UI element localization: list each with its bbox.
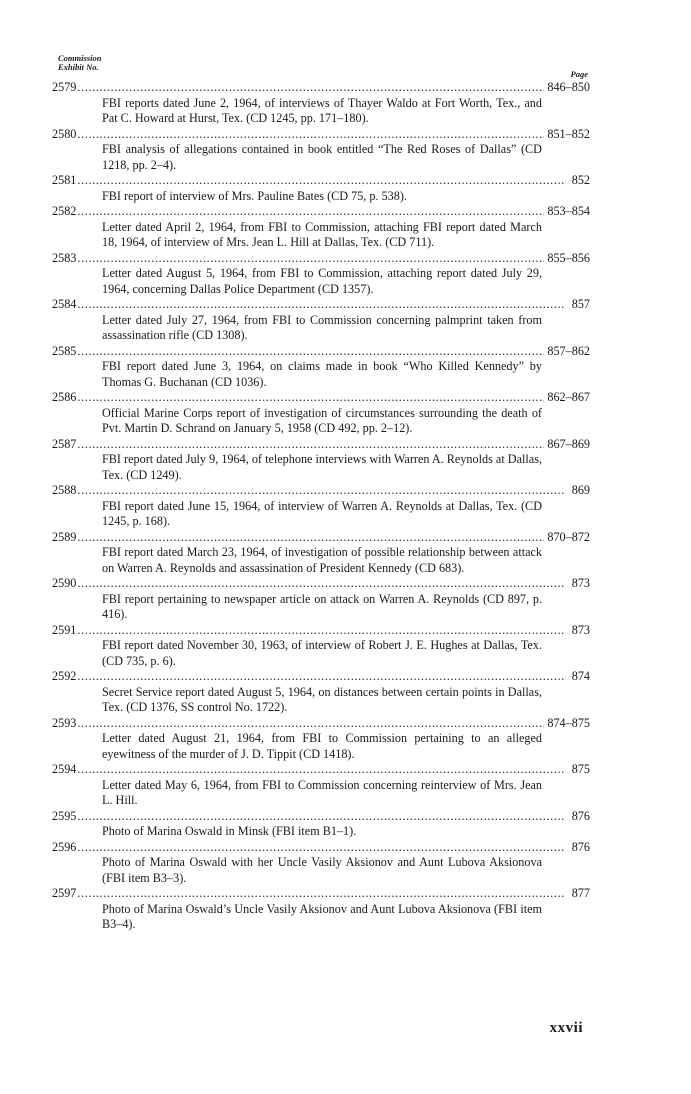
exhibit-number: 2597: [52, 886, 77, 900]
exhibit-description: Official Marine Corps report of investigation of circumstances surrounding the death of Pvt. Martin D. Schrand on January 5, 1958 (CD 492, pp. 2–12).: [102, 405, 542, 435]
dot-leader: [77, 80, 544, 96]
exhibit-number: 2588: [52, 483, 77, 497]
exhibit-entry-heading: [52, 437, 590, 453]
exhibit-description: Letter dated July 27, 1964, from FBI to Commission concerning palmprint taken from assassination rifle (CD 1308).: [102, 312, 542, 342]
exhibit-description: FBI analysis of allegations contained in book entitled “The Red Roses of Dallas” (CD 1218, pp. 2–4).: [102, 142, 542, 172]
exhibit-description: FBI report dated June 15, 1964, of interview of Warren A. Reynolds at Dallas, Tex. (CD 1245, p. 168).: [102, 498, 542, 528]
exhibit-entry-heading: [52, 762, 590, 778]
exhibit-list: [52, 80, 590, 933]
page-range: 855–856: [547, 250, 590, 265]
page-range: 857: [571, 297, 590, 311]
exhibit-entry-heading: [52, 173, 590, 189]
exhibit-entry: [52, 297, 590, 344]
dot-leader: [77, 886, 565, 902]
exhibit-number: 2593: [52, 715, 77, 730]
page-folio: xxvii: [549, 1020, 583, 1036]
exhibit-entry: [52, 204, 590, 251]
exhibit-entry: [52, 127, 590, 174]
page-column-label: Page: [570, 69, 588, 79]
page-range: 876: [571, 839, 590, 854]
exhibit-number: 2590: [52, 576, 77, 590]
dot-leader: [77, 127, 544, 143]
dot-leader: [77, 669, 565, 685]
exhibit-entry-heading: [52, 344, 590, 360]
exhibit-label-line1: Commission: [58, 53, 102, 63]
page-range: 862–867: [547, 390, 590, 404]
page-range: 867–869: [547, 436, 590, 451]
exhibit-entry: [52, 576, 590, 623]
dot-leader: [77, 483, 565, 499]
exhibit-entry: [52, 390, 590, 437]
exhibit-description: Photo of Marina Oswald in Minsk (FBI item B1–1).: [102, 824, 357, 838]
exhibit-description: FBI report dated July 9, 1964, of telephone interviews with Warren A. Reynolds at Dallas, Tex. (CD 1249).: [102, 452, 542, 482]
dot-leader: [77, 809, 565, 825]
exhibit-entry: [52, 251, 590, 298]
dot-leader: [77, 344, 544, 360]
exhibit-entry: [52, 809, 590, 840]
exhibit-entry-heading: [52, 127, 590, 143]
exhibit-entry-heading: [52, 669, 590, 685]
page-range: 876: [571, 808, 590, 823]
exhibit-entry: [52, 762, 590, 809]
dot-leader: [77, 762, 565, 778]
page-range: 852: [571, 173, 590, 187]
exhibit-entry: [52, 886, 590, 933]
exhibit-entry: [52, 80, 590, 127]
exhibit-entry: [52, 840, 590, 887]
exhibit-number: 2583: [52, 250, 77, 265]
exhibit-column-label: [58, 54, 101, 72]
exhibit-entry-heading: [52, 716, 590, 732]
page-range: 869: [571, 483, 590, 497]
exhibit-description: Secret Service report dated August 5, 1964, on distances between certain points in Dallas, Tex. (CD 1376, SS control No. 1722).: [102, 684, 542, 714]
exhibit-entry: [52, 437, 590, 484]
exhibit-entry-heading: [52, 297, 590, 313]
dot-leader: [77, 297, 565, 313]
dot-leader: [77, 390, 544, 406]
exhibit-entry: [52, 530, 590, 577]
exhibit-number: 2595: [52, 808, 77, 823]
exhibit-entry: [52, 483, 590, 530]
page-range: 874: [571, 669, 590, 683]
exhibit-description: FBI report pertaining to newspaper article on attack on Warren A. Reynolds (CD 897, p. 416).: [102, 591, 542, 621]
dot-leader: [77, 576, 565, 592]
exhibit-description: Photo of Marina Oswald’s Uncle Vasily Aksionov and Aunt Lubova Aksionova (FBI item B3–4).: [102, 901, 542, 931]
exhibit-description: Letter dated August 21, 1964, from FBI to Commission pertaining to an alleged eyewitness of the murder of J. D. Tippit (CD 1418).: [102, 731, 542, 761]
exhibit-entry-heading: [52, 204, 590, 220]
exhibit-description: Letter dated August 5, 1964, from FBI to Commission, attaching report dated July 29, 1964, concerning Dallas Police Department (CD 1357).: [102, 266, 542, 296]
page-range: 851–852: [547, 126, 590, 141]
exhibit-entry-heading: [52, 251, 590, 267]
exhibit-description: FBI reports dated June 2, 1964, of interviews of Thayer Waldo at Fort Worth, Tex., and Pat C. Howard at Hurst, Tex. (CD 1245, pp. 171–180).: [102, 95, 542, 125]
page-range: 857–862: [547, 343, 590, 358]
exhibit-number: 2579: [52, 80, 77, 94]
dot-leader: [77, 530, 544, 546]
exhibit-description: Photo of Marina Oswald with her Uncle Vasily Aksionov and Aunt Lubova Aksionova (FBI item B3–3).: [102, 855, 542, 885]
exhibit-description: Letter dated April 2, 1964, from FBI to Commission, attaching FBI report dated March 18, 1964, of interview of Mrs. Jean L. Hill at Dallas, Tex. (CD 711).: [102, 219, 542, 249]
exhibit-description: Letter dated May 6, 1964, from FBI to Commission concerning reinterview of Mrs. Jean L. Hill.: [102, 777, 542, 807]
exhibit-entry-heading: [52, 483, 590, 499]
page-range: 873: [571, 622, 590, 637]
dot-leader: [77, 623, 565, 639]
page-range: 870–872: [547, 529, 590, 544]
exhibit-entry: [52, 669, 590, 716]
exhibit-description: FBI report of interview of Mrs. Pauline Bates (CD 75, p. 538).: [102, 188, 407, 203]
exhibit-number: 2584: [52, 297, 77, 311]
exhibit-number: 2592: [52, 669, 77, 683]
exhibit-number: 2596: [52, 839, 77, 854]
exhibit-entry: [52, 344, 590, 391]
column-header: [52, 50, 590, 80]
exhibit-description: FBI report dated March 23, 1964, of investigation of possible relationship between attack on Warren A. Reynolds and assassination of President Kennedy (CD 683).: [102, 545, 542, 575]
index-page: [52, 50, 590, 933]
dot-leader: [77, 437, 544, 453]
page-range: 853–854: [547, 204, 590, 218]
exhibit-entry-heading: [52, 840, 590, 856]
exhibit-description: FBI report dated June 3, 1964, on claims made in book “Who Killed Kennedy” by Thomas G. Buchanan (CD 1036).: [102, 359, 542, 389]
exhibit-number: 2594: [52, 762, 77, 776]
dot-leader: [77, 173, 565, 189]
exhibit-number: 2585: [52, 343, 77, 358]
exhibit-number: 2580: [52, 126, 77, 141]
page-range: 874–875: [547, 715, 590, 730]
dot-leader: [77, 840, 565, 856]
exhibit-number: 2587: [52, 436, 77, 451]
page-range: 846–850: [547, 80, 590, 94]
exhibit-label-line2: Exhibit No.: [58, 62, 99, 72]
dot-leader: [77, 251, 544, 267]
exhibit-entry-heading: [52, 623, 590, 639]
exhibit-number: 2591: [52, 622, 77, 637]
exhibit-entry: [52, 716, 590, 763]
exhibit-entry: [52, 623, 590, 670]
exhibit-entry-heading: [52, 80, 590, 96]
page-range: 875: [571, 762, 590, 776]
dot-leader: [77, 204, 544, 220]
exhibit-entry-heading: [52, 576, 590, 592]
exhibit-number: 2586: [52, 390, 77, 404]
exhibit-description: FBI report dated November 30, 1963, of interview of Robert J. E. Hughes at Dallas, Tex. (CD 735, p. 6).: [102, 638, 542, 668]
exhibit-number: 2589: [52, 529, 77, 544]
exhibit-entry-heading: [52, 886, 590, 902]
exhibit-entry: [52, 173, 590, 204]
exhibit-entry-heading: [52, 530, 590, 546]
exhibit-entry-heading: [52, 809, 590, 825]
exhibit-number: 2581: [52, 173, 77, 187]
dot-leader: [77, 716, 544, 732]
exhibit-number: 2582: [52, 204, 77, 218]
exhibit-entry-heading: [52, 390, 590, 406]
page-range: 873: [571, 576, 590, 590]
page-range: 877: [571, 886, 590, 900]
